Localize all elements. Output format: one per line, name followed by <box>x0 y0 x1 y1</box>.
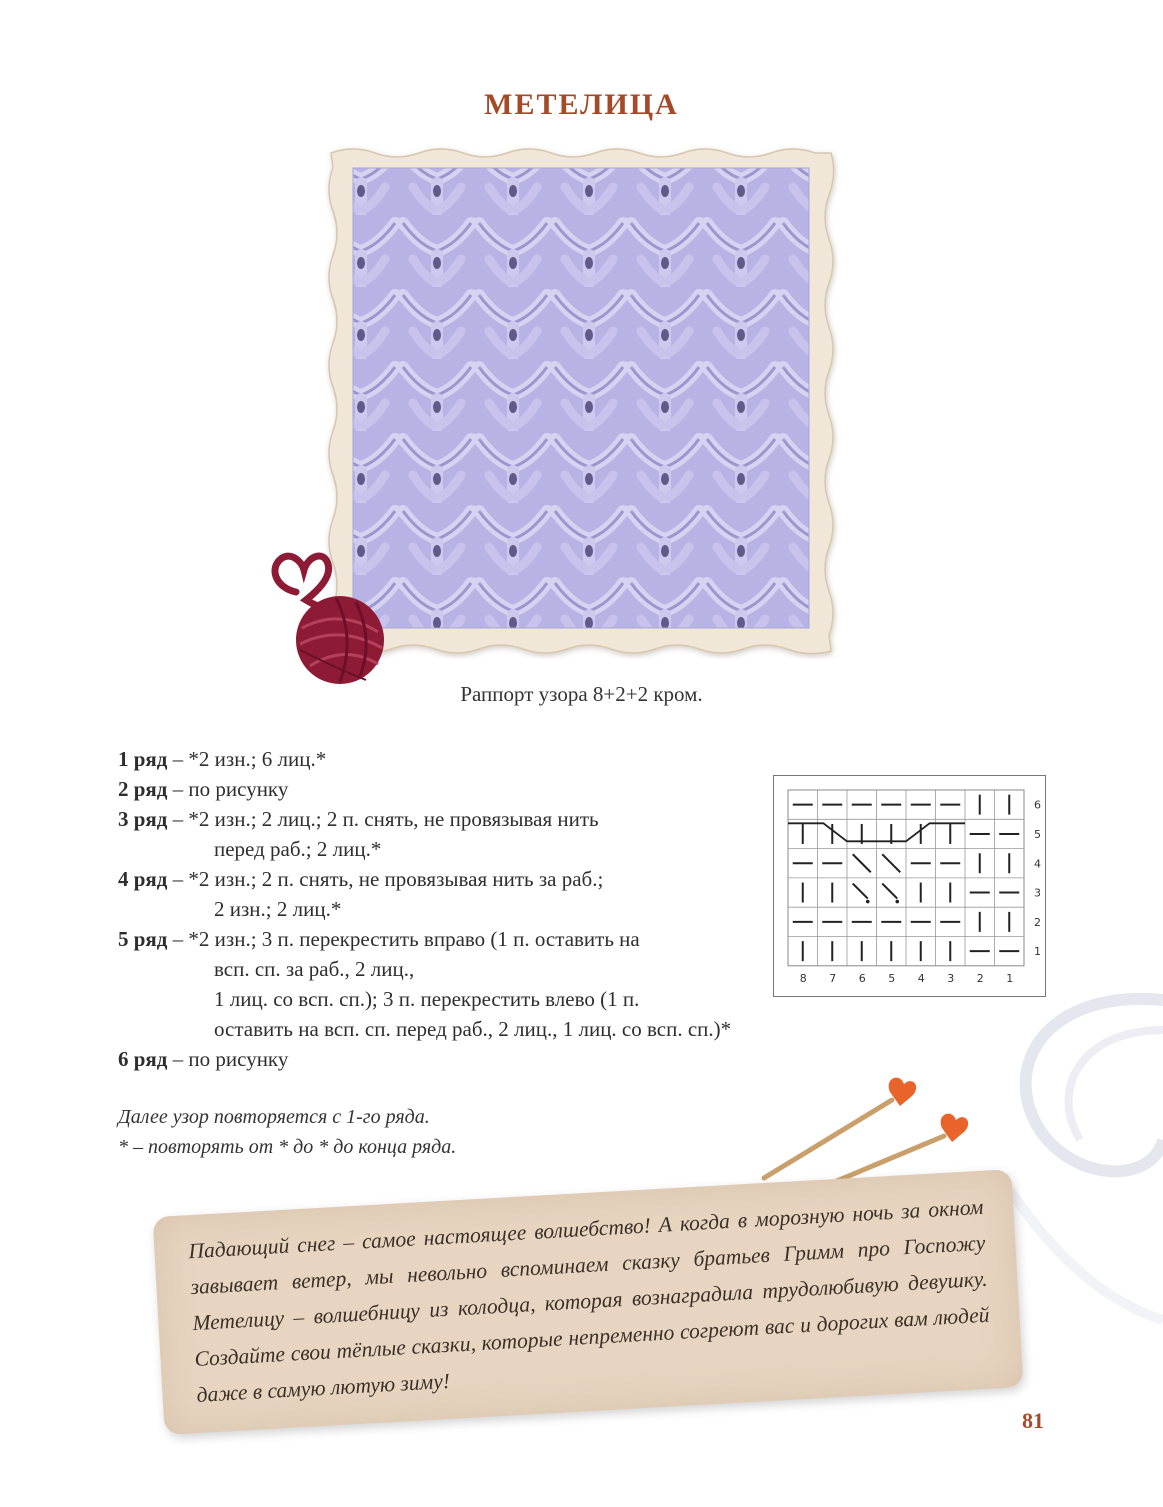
chart-row-label: 5 <box>1034 827 1041 841</box>
row-label: 1 ряд <box>118 747 168 771</box>
row-text: по рисунку <box>188 777 289 801</box>
knit-sample-photo <box>323 143 839 659</box>
chart-column-label: 4 <box>917 971 925 985</box>
row-label: 3 ряд <box>118 807 168 831</box>
story-text: Падающий снег – самое настоящее волшебство! А когда в морозную ночь за окном завывает ветер, мы невольно вспоминаем сказку братьев Гримм про Госпожу Метелицу – волшебницу из колодца, которая вознаградила трудолюбивую девушку. Создайте свои тёплые сказки, которые непременно согреют вас и дорогих вам людей даже в самую лютую зиму! <box>187 1194 990 1407</box>
dash: – <box>167 807 189 831</box>
chart-row-label: 6 <box>1034 798 1041 812</box>
chart-row-label: 4 <box>1034 857 1041 871</box>
row-text-continued: 2 изн.; 2 лиц.* <box>214 897 342 921</box>
chart-column-label: 2 <box>976 971 984 985</box>
row-text-continued: перед раб.; 2 лиц.* <box>214 837 382 861</box>
chart-row-label: 1 <box>1034 945 1041 959</box>
dash: – <box>167 1047 189 1071</box>
row-text: *2 изн.; 6 лиц.* <box>188 747 327 771</box>
dash: – <box>167 867 189 891</box>
chart-column-label: 3 <box>947 971 955 985</box>
row-instructions <box>118 744 858 1074</box>
row-label: 2 ряд <box>118 777 168 801</box>
page-number: 81 <box>1022 1408 1044 1433</box>
asterisk-note: * – повторять от * до * до конца ряда. <box>118 1136 457 1158</box>
pattern-repeat-caption: Раппорт узора 8+2+2 кром. <box>460 682 703 706</box>
row-label: 4 ряд <box>118 867 168 891</box>
row-text-continued: всп. сп. за раб., 2 лиц., <box>214 957 415 981</box>
knitting-chart <box>773 775 1046 997</box>
row-text: *2 изн.; 2 лиц.; 2 п. снять, не провязывая нить <box>188 807 599 831</box>
dash: – <box>167 927 189 951</box>
slip-dot-symbol <box>895 900 899 904</box>
yarn-ball-heart-icon <box>266 548 396 688</box>
chart-row-label: 2 <box>1034 915 1041 929</box>
page-title: МЕТЕЛИЦА <box>484 88 679 121</box>
chart-column-label: 5 <box>888 971 896 985</box>
row-text-continued: оставить на всп. сп. перед раб., 2 лиц., 1 лиц. со всп. сп.)* <box>214 1017 732 1041</box>
instruction-row-5 <box>118 924 858 1044</box>
chart-column-label: 6 <box>858 971 866 985</box>
chart-row-label: 3 <box>1034 886 1041 900</box>
instruction-row-1 <box>118 744 858 774</box>
row-text-continued: 1 лиц. со всп. сп.); 3 п. перекрестить влево (1 п. <box>214 987 640 1011</box>
instruction-row-3 <box>118 804 858 864</box>
slip-dot-symbol <box>866 900 870 904</box>
instruction-row-6 <box>118 1044 858 1074</box>
dash: – <box>167 777 189 801</box>
row-text: *2 изн.; 3 п. перекрестить вправо (1 п. оставить на <box>188 927 640 951</box>
row-text: *2 изн.; 2 п. снять, не провязывая нить за раб.; <box>188 867 604 891</box>
instruction-row-4 <box>118 864 858 924</box>
pattern-notes <box>118 1102 456 1162</box>
chart-column-label: 8 <box>799 971 807 985</box>
chart-column-label: 7 <box>829 971 837 985</box>
row-text: по рисунку <box>188 1047 289 1071</box>
instruction-row-2 <box>118 774 858 804</box>
repeat-note: Далее узор повторяется с 1-го ряда. <box>118 1106 430 1128</box>
dash: – <box>167 747 189 771</box>
row-label: 5 ряд <box>118 927 168 951</box>
chart-column-label: 1 <box>1006 971 1014 985</box>
row-label: 6 ряд <box>118 1047 168 1071</box>
